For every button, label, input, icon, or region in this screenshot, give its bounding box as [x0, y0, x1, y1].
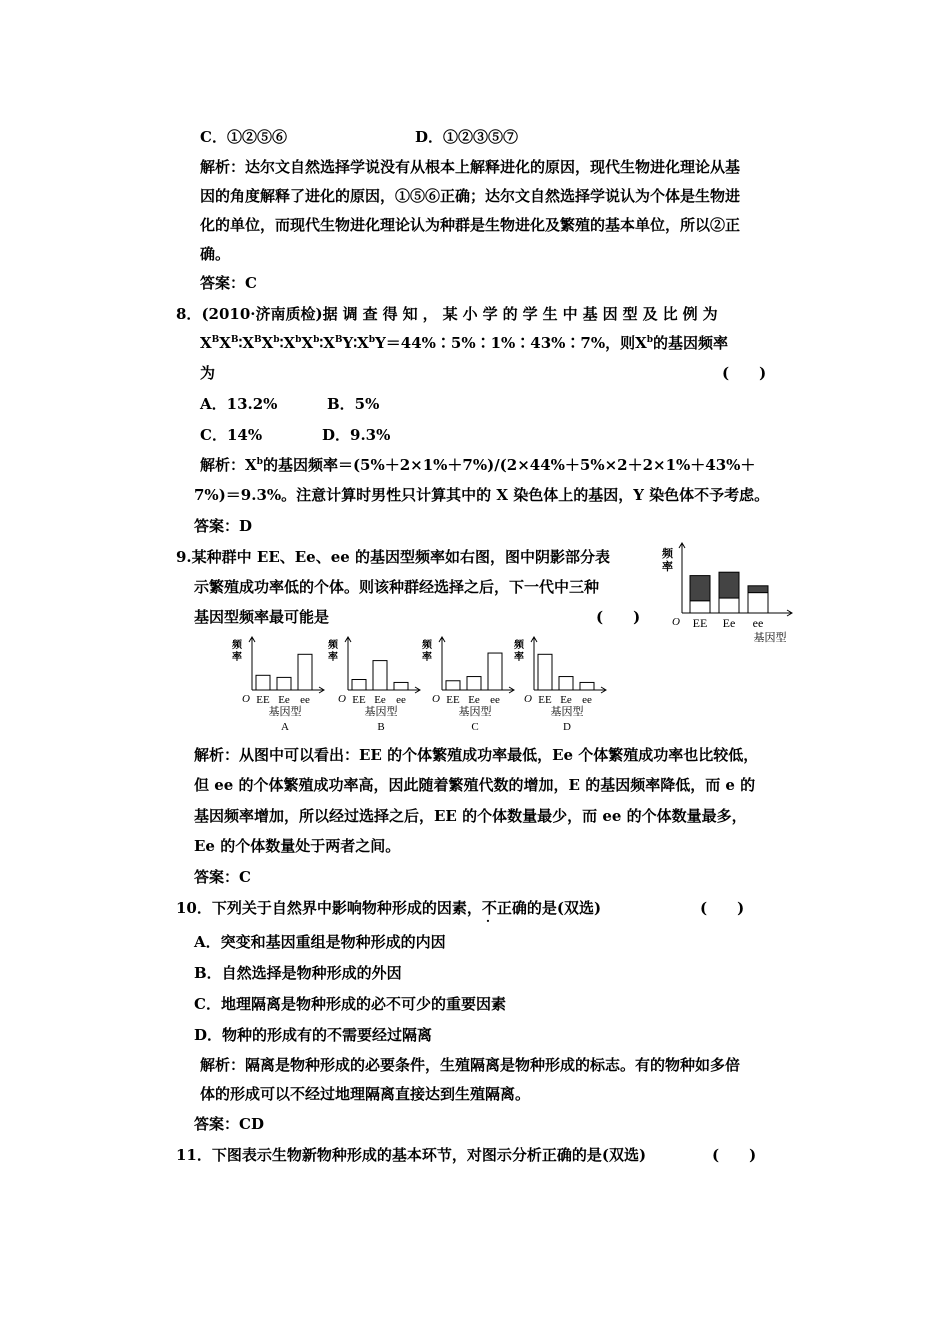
q7-analysis-line-2: 因的角度解释了进化的原因，①⑤⑥正确；达尔文自然选择学说认为个体是生物进 [200, 187, 741, 205]
origin-label: O [524, 693, 532, 705]
bar-ee [488, 653, 502, 690]
q9-answer-bracket: ( ) [596, 608, 641, 626]
q9-option-chart-d [512, 635, 612, 735]
tick-label-Ee: Ee [374, 694, 386, 706]
q8-analysis-head: 解析：X [200, 456, 257, 474]
origin-label: O [242, 693, 250, 705]
y-axis-label-char-1: 频 [328, 640, 338, 651]
bar-ee [394, 682, 408, 690]
q10-stem-tail: 正确的是(双选) [496, 899, 602, 917]
q10-option-a: A．突变和基因重组是物种形成的内因 [194, 933, 446, 951]
origin-label: O [338, 693, 346, 705]
x-axis-label: 基因型 [268, 706, 302, 718]
x-axis-label: 基因型 [753, 632, 787, 644]
q8-stem-line-1 [176, 303, 723, 325]
bar-ee [298, 654, 312, 690]
tick-label-EE: EE [352, 694, 366, 706]
option-label: B [377, 721, 385, 733]
y-axis-label-char-2: 率 [232, 652, 242, 663]
bar-ee-low-success [748, 586, 768, 593]
tick-label-EE: EE [692, 616, 708, 630]
y-axis-label-char-1: 频 [232, 640, 242, 651]
q10-emphasis-not: 不 [481, 899, 497, 917]
y-axis-label-char-2: 率 [662, 561, 673, 573]
q8-answer-bracket: ( ) [722, 364, 767, 382]
q8-stem-text: 据调查得知，某小学的学生中基因型及比例为 [322, 305, 723, 323]
q8-analysis-line-2: 7%)＝9.3%。注意计算时男性只计算其中的 X 染色体上的基因，Y 染色体不予考虑。 [194, 486, 770, 504]
q9-analysis-line-1: 解析：从图中可以看出：EE 的个体繁殖成功率最低，Ee 个体繁殖成功率也比较低， [194, 746, 759, 764]
q9-stem-line-1: 9.某种群中 EE、Ee、ee 的基因型频率如右图，图中阴影部分表 [176, 548, 611, 566]
tick-label-ee: ee [582, 694, 592, 706]
q7-answer: 答案：C [200, 274, 257, 292]
bar-Ee [559, 677, 573, 690]
y-axis-label-char-1: 频 [662, 548, 673, 560]
tick-label-Ee: Ee [722, 616, 736, 630]
origin-label: O [432, 693, 440, 705]
tick-label-EE: EE [256, 694, 270, 706]
option-label: D [563, 721, 571, 733]
y-axis-label-char-2: 率 [422, 652, 432, 663]
origin-label: O [672, 616, 680, 628]
q8-option-d: D．9.3% [322, 426, 391, 444]
y-axis-label-char-2: 率 [328, 652, 338, 663]
q10-option-b: B．自然选择是物种形成的外因 [194, 964, 402, 982]
q8-stem-line-3: 为 [200, 364, 216, 382]
q7-analysis-line-3: 化的单位，而现代生物进化理论认为种群是生物进化及繁殖的基本单位，所以②正 [200, 216, 741, 234]
bar-EE [256, 675, 270, 690]
q10-answer: 答案：CD [194, 1115, 264, 1133]
q8-option-c: C．14% [200, 426, 263, 444]
q9-option-chart-b [326, 635, 426, 735]
option-label: C [471, 721, 479, 733]
q7-analysis-line-1: 解析：达尔文自然选择学说没有从根本上解释进化的原因，现代生物进化理论从基 [200, 158, 741, 176]
tick-label-ee: ee [490, 694, 500, 706]
bar-EE [538, 654, 552, 690]
bar-Ee [277, 677, 291, 690]
q8-ratio-text: Y＝44%∶5%∶1%∶43%∶7%，则X [375, 334, 647, 352]
q8-analysis-formula: 的基因频率＝(5%＋2×1%＋7%)/(2×44%＋5%×2＋2×1%＋43%＋ [262, 456, 756, 474]
q9-answer: 答案：C [194, 868, 251, 886]
bar-ee [580, 682, 594, 690]
q7-option-d: D．①②③⑤⑦ [415, 128, 519, 146]
y-axis-label-char-1: 频 [514, 640, 524, 651]
q7-analysis-line-4: 确。 [200, 245, 231, 263]
tick-label-Ee: Ee [560, 694, 572, 706]
tick-label-Ee: Ee [278, 694, 290, 706]
x-axis-label: 基因型 [364, 706, 398, 718]
bar-ee-normal [748, 593, 768, 613]
q9-stem-line-3: 基因型频率最可能是 [194, 608, 330, 626]
bar-Ee [373, 661, 387, 690]
q8-source: (2010·济南质检) [201, 305, 323, 323]
q10-answer-bracket: ( ) [700, 899, 745, 917]
tick-label-Ee: Ee [468, 694, 480, 706]
q10-stem [176, 897, 601, 919]
y-axis-label-char-1: 频 [422, 640, 432, 651]
tick-label-ee: ee [396, 694, 406, 706]
q10-stem-head: 10．下列关于自然界中影响物种形成的因素， [176, 899, 482, 917]
q7-option-c: C．①②⑤⑥ [200, 128, 287, 146]
x-axis-label: 基因型 [550, 706, 584, 718]
q11-stem: 11．下图表示生物新物种形成的基本环节，对图示分析正确的是(双选) [176, 1146, 647, 1164]
q9-analysis-line-3: 基因频率增加，所以经过选择之后，EE 的个体数量最少，而 ee 的个体数量最多， [194, 807, 747, 825]
q8-analysis-line-1: 解析：$X^b$的基因频率＝(5%＋2×1%＋7%)/(2×44%＋5%×2＋2×1%＋43%＋ [200, 456, 756, 474]
q8-option-b: B．5% [327, 395, 380, 413]
bar-Ee-normal [719, 598, 739, 613]
bar-EE-normal [690, 601, 710, 613]
q9-analysis-line-2: 但 ee 的个体繁殖成功率高，因此随着繁殖代数的增加，E 的基因频率降低，而 e 的 [194, 776, 756, 794]
q9-option-chart-c [420, 635, 520, 735]
tick-label-EE: EE [538, 694, 552, 706]
tick-label-ee: ee [752, 616, 764, 630]
q10-analysis-line-2: 体的形成可以不经过地理隔离直接达到生殖隔离。 [200, 1085, 531, 1103]
q9-option-chart-a [230, 635, 330, 735]
q8-stem-end: 的基因频率 [653, 334, 729, 352]
bar-EE [446, 681, 460, 690]
y-axis-label-char-2: 率 [514, 652, 524, 663]
q8-number: 8． [176, 305, 202, 323]
tick-label-EE: EE [446, 694, 460, 706]
x-axis-label: 基因型 [458, 706, 492, 718]
q9-main-chart [660, 543, 800, 643]
bar-Ee [467, 677, 481, 690]
q11-answer-bracket: ( ) [712, 1146, 757, 1164]
q8-answer: 答案：D [194, 517, 253, 535]
q9-stem-line-2: 示繁殖成功率低的个体。则该种群经选择之后，下一代中三种 [194, 578, 600, 596]
bar-Ee-low-success [719, 572, 739, 598]
q8-option-a: A．13.2% [200, 395, 278, 413]
q10-analysis-line-1: 解析：隔离是物种形成的必要条件，生殖隔离是物种形成的标志。有的物种如多倍 [200, 1056, 741, 1074]
q9-analysis-line-4: Ee 的个体数量处于两者之间。 [194, 837, 401, 855]
bar-EE-low-success [690, 576, 710, 601]
bar-EE [352, 680, 366, 691]
q10-option-c: C．地理隔离是物种形成的必不可少的重要因素 [194, 995, 506, 1013]
q8-stem-line-2: $X^BX^B∶X^BX^b∶X^bX^b∶X^BY∶X^bY=44\%∶5\%∶1\%∶43\%∶7\%$，则$X^b$的基因频率 [200, 334, 729, 352]
q10-option-d: D．物种的形成有的不需要经过隔离 [194, 1026, 433, 1044]
option-label: A [281, 721, 289, 733]
tick-label-ee: ee [300, 694, 310, 706]
